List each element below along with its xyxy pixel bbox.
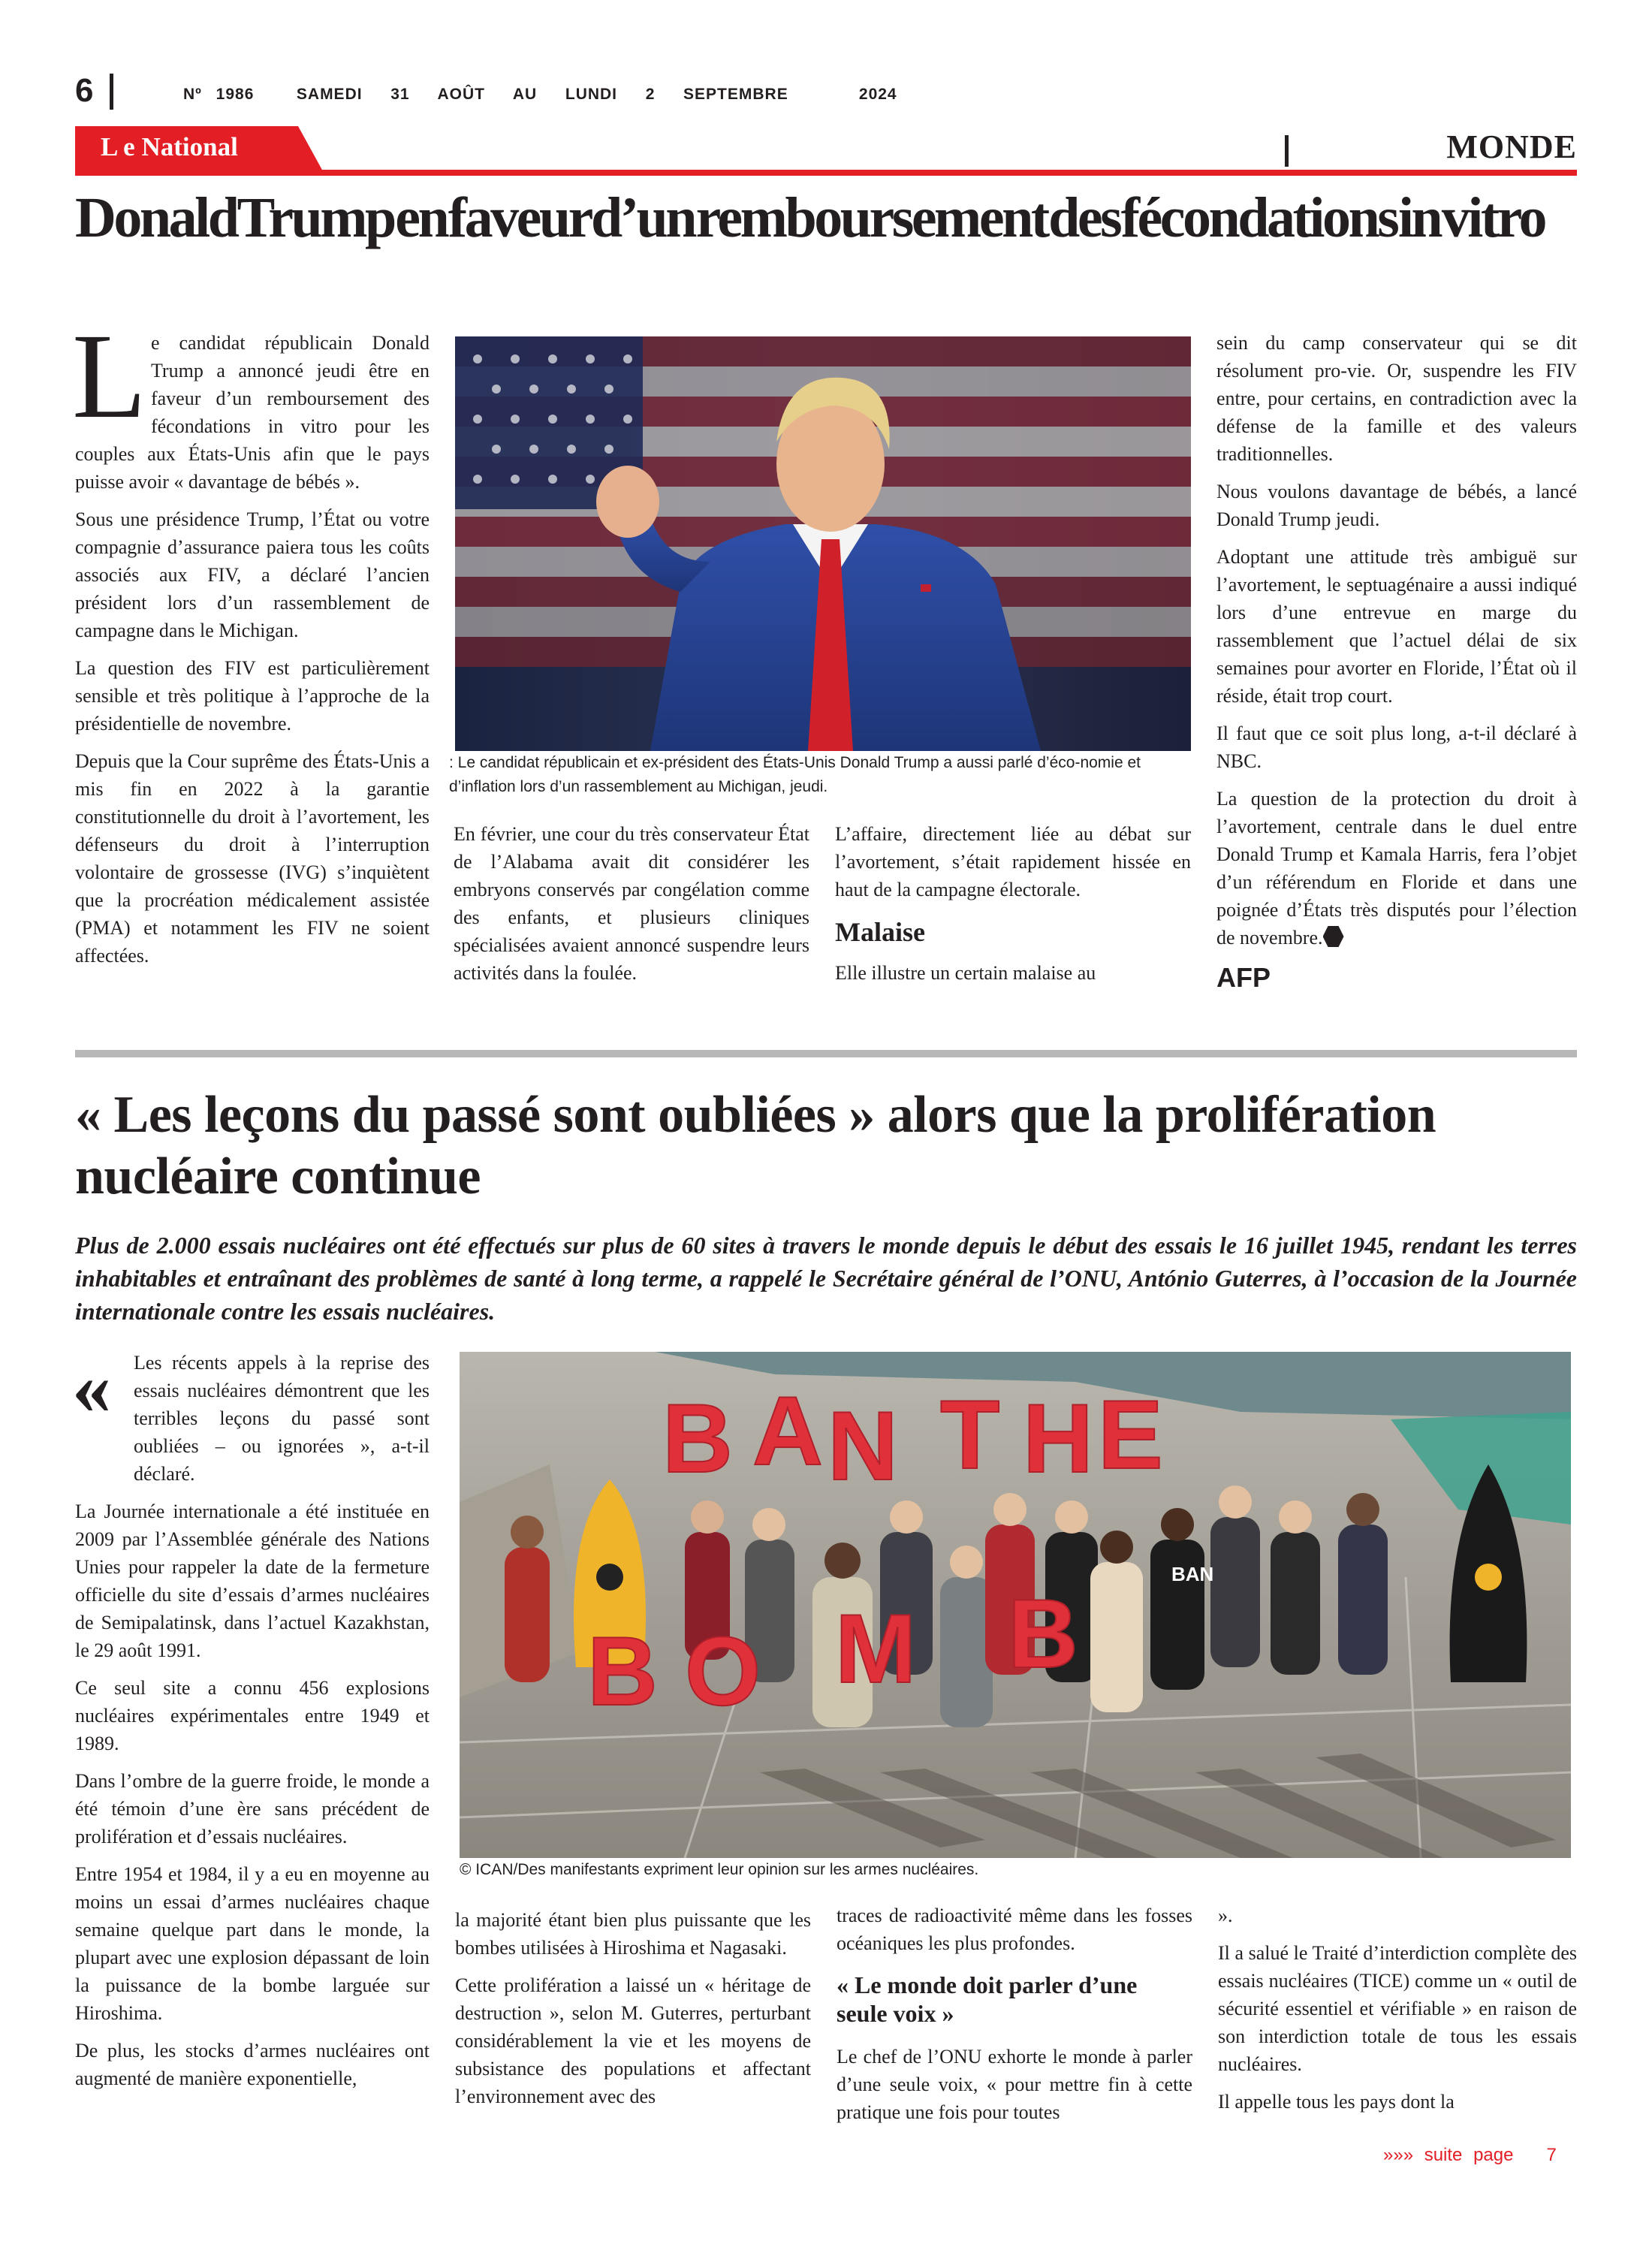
protest-photo-caption: © ICAN/Des manifestants expriment leur opinion sur les armes nucléaires. xyxy=(460,1861,979,1878)
article2-paragraph: Il appelle tous les pays dont la xyxy=(1218,2091,1455,2113)
article1-paragraph: En février, une cour du très conservateur État de l’Alabama avait dit considérer les embryons conservés par congélation comme des enfants, et plusieurs cliniques spécialisées avaient annoncé suspendre leurs activités dans la foulée. xyxy=(454,823,809,984)
article1-paragraph: La question des FIV est particulièrement sensible et très politique à l’approche de la présidentielle de novembre. xyxy=(75,657,430,734)
header-rule xyxy=(75,170,1577,176)
article2-paragraph: Le chef de l’ONU exhorte le monde à parler d’une seule voix, « pour mettre fin à cette pratique une fois pour toutes xyxy=(837,2046,1192,2123)
trump-photo-illustration xyxy=(455,336,1191,751)
dropcap: L xyxy=(72,309,146,444)
article2-column-4 xyxy=(1218,1902,1577,2125)
protest-photo xyxy=(460,1352,1571,1858)
article2-paragraph: ». xyxy=(1218,1905,1233,1926)
article1-signature: AFP xyxy=(1216,962,1271,993)
article1-column-3 xyxy=(835,820,1191,997)
article1-headline: Donald Trump en faveur d’un remboursement des fécondations in vitro xyxy=(75,186,1545,249)
article1-paragraph: Nous voulons davantage de bébés, a lancé Donald Trump jeudi. xyxy=(1216,481,1577,530)
article1-paragraph: La question de la protection du droit à l’avortement, centrale dans le duel entre Donald Trump et Kamala Harris, fera l’objet d’un référendum en Floride et dans une poignée d’États très disputés pour l’élection de novembre. xyxy=(1216,788,1577,949)
article1-column-2 xyxy=(454,820,809,997)
article1-column-1 xyxy=(72,309,430,979)
banner-letter: M xyxy=(835,1594,917,1703)
article1-paragraph: Depuis que la Cour suprême des États-Unis a mis fin en 2022 à la garantie constitutionnelle du droit à l’avortement, les défenseurs du droit à l’interruption volontaire de grossesse (IVG) s’inquiètent que la procréation médicalement assistée (PMA) et notamment les FIV ne soient affectées. xyxy=(75,750,430,967)
article2-paragraph: la majorité étant bien plus puissante que les bombes utilisées à Hiroshima et Nagasaki. xyxy=(455,1909,811,1959)
article2-column-3 xyxy=(837,1902,1192,2136)
article2-paragraph: De plus, les stocks d’armes nucléaires ont augmenté de manière exponentielle, xyxy=(75,2040,430,2089)
banner-letter: B xyxy=(662,1383,733,1493)
article2-paragraph: Il a salué le Traité d’interdiction complète des essais nucléaires (TICE) comme un « outil de sécurité essentiel et vérifiable » en raison de son interdiction totale de tous les essais nucléaires. xyxy=(1218,1942,1577,2075)
article1-subheading: Malaise xyxy=(835,917,925,947)
banner-letter: B xyxy=(587,1616,658,1726)
article2-lead: Plus de 2.000 essais nucléaires ont été effectués sur plus de 60 sites à travers le monde depuis le début des essais le 16 juillet 1945, rendant les terres inhabitables et entraînant des problèmes de santé à long terme, a rappelé le Secrétaire général de l’ONU, António Guterres, à l’occasion de la Journée internationale contre les essais nucléaires. xyxy=(75,1232,1577,1325)
protest-photo-illustration xyxy=(460,1352,1571,1858)
article1-paragraph: sein du camp conservateur qui se dit résolument pro-vie. Or, suspendre les FIV entre, pour certains, en contradiction avec la défense de la famille et des valeurs traditionnelles. xyxy=(1216,332,1577,465)
banner-letter: B xyxy=(1008,1579,1078,1688)
banner-letter: T xyxy=(940,1380,1000,1489)
article-separator xyxy=(75,1050,1577,1057)
article2-column-2 xyxy=(455,1906,811,2120)
issue-date-line: Nº 1986 SAMEDI 31 AOÛT AU LUNDI 2 SEPTEMBRE 2024 xyxy=(183,86,897,103)
banner-letter: A xyxy=(752,1376,823,1485)
article1-paragraph: Adoptant une attitude très ambiguë sur l’avortement, le septuagénaire a aussi indiqué lors d’une entrevue en marge du rassemblement que l’actuel délai de six semaines pour avorter en Floride, l’État où il réside, était trop court. xyxy=(1216,546,1577,707)
section-divider xyxy=(1285,135,1289,167)
article1-paragraph: L’affaire, directement liée au débat sur l’avortement, s’était rapidement hissée en haut de la campagne électorale. xyxy=(835,823,1191,900)
article2-paragraph: Cette prolifération a laissé un « héritage de destruction », selon M. Guterres, perturbant considérablement la vie et les moyens de subsistance des populations et affectant l’environnement avec des xyxy=(455,1974,811,2107)
article1-paragraph: Il faut que ce soit plus long, a-t-il déclaré à NBC. xyxy=(1216,722,1577,772)
banner-letter: E xyxy=(1098,1380,1163,1489)
trump-photo xyxy=(455,336,1191,751)
article2-headline: « Les leçons du passé sont oubliées » alors que la prolifération nucléaire continue xyxy=(75,1086,1436,1205)
article1-paragraph: Le candidat républicain Donald Trump a annoncé jeudi être en faveur d’un remboursement des fécondations in vitro pour les couples aux États-Unis afin que le pays puisse avoir « davantage de bébés ». xyxy=(72,309,430,493)
article1-paragraph: Sous une présidence Trump, l’État ou votre compagnie d’assurance paiera tous les coûts associés aux FIV, a déclaré l’ancien président lors d’un rassemblement de campagne dans le Michigan. xyxy=(75,508,430,641)
article2-paragraph: « Les récents appels à la reprise des essais nucléaires démontrent que les terribles leçons du passé sont oubliées – ou ignorées », a-t-il déclaré. xyxy=(72,1344,430,1485)
opening-quote-mark: « xyxy=(72,1344,111,1431)
article2-paragraph: Dans l’ombre de la guerre froide, le monde a été témoin d’une ère sans précédent de prolifération et d’essais nucléaires. xyxy=(75,1770,430,1847)
section-title: MONDE xyxy=(1446,128,1577,165)
article2-subheading: « Le monde doit parler d’une seule voix » xyxy=(837,1971,1138,2027)
brand-logo-text: L e National xyxy=(101,132,238,161)
article2-paragraph: Entre 1954 et 1984, il y a eu en moyenne au moins un essai d’armes nucléaires chaque semaine quelque part dans le monde, la plupart avec une explosion dépassant de loin la puissance de la bombe larguée sur Hiroshima. xyxy=(75,1863,430,2024)
article2-column-1 xyxy=(72,1344,430,2102)
article1-column-4 xyxy=(1216,329,1577,991)
article2-paragraph: La Journée internationale a été instituée en 2009 par l’Assemblée générale des Nations Unies pour rappeler la date de la fermeture officielle du site d’essais d’armes nucléaires de Semipalatinsk, dans l’actuel Kazakhstan, le 29 août 1991. xyxy=(75,1500,430,1661)
end-of-article-icon xyxy=(1323,926,1344,947)
banner-letter: O xyxy=(685,1616,761,1726)
page-number-divider xyxy=(110,74,113,110)
banner-letter: H xyxy=(1023,1383,1093,1493)
article1-paragraph: Elle illustre un certain malaise au xyxy=(835,962,1096,984)
article2-paragraph: traces de radioactivité même dans les fosses océaniques les plus profondes. xyxy=(837,1905,1192,1954)
shirt-ban-text: BAN xyxy=(1171,1563,1214,1585)
article2-paragraph: Ce seul site a connu 456 explosions nucléaires expérimentales entre 1949 et 1989. xyxy=(75,1677,430,1754)
continuation-link[interactable]: »»» suite page 7 xyxy=(1383,2145,1557,2165)
page-number: 6 xyxy=(75,72,94,109)
banner-letter: N xyxy=(828,1391,898,1500)
trump-photo-caption: : Le candidat républicain et ex-président des États-Unis Donald Trump a aussi parlé d’éco-nomie et d’inflation lors d’un rassemblement au Michigan, jeudi. xyxy=(449,754,1141,795)
